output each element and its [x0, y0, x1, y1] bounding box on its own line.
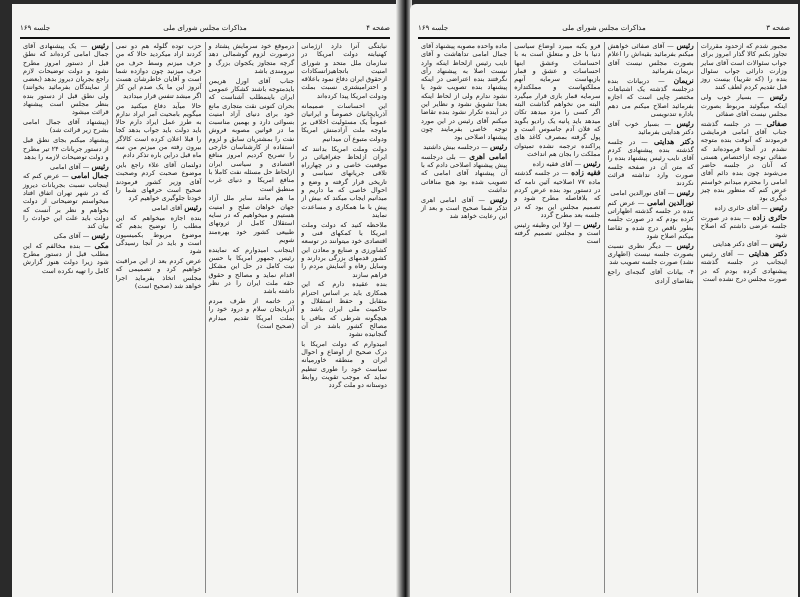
- paragraph-text: در خاتمه از طرف مردم آذربایجان سلام و درود خود را بملت امریکا تقدیم میدارم (صحیح است): [208, 296, 295, 330]
- paragraph-text: اینجانب امیدوارم که نماینده رئیس جمهور امریکا با حسن نیت کامل در حل این مشکل اقدام نماید و مصالح و حقوق حقه ملت ایران را در نظر داشته باشد: [208, 245, 295, 296]
- text-column: [697, 42, 790, 593]
- paragraph-text: ما هم مانند سایر ملل آزاد جهان خواهان صلح و امنیت هستیم و میخواهیم که در سایه استقلال کامل از ثروتهای طبیعی کشور خود بهره‌مند شویم: [208, 194, 295, 244]
- text-column: [418, 42, 510, 593]
- paragraph-text: — آقای نورالدین امامی: [610, 189, 675, 198]
- paragraph-text: — آقای صفائی خواهش میکنم بفرمائید بقیه‌اش را اعلام بصورت مجلس نیست آقای نریمان بفرمائید: [607, 42, 694, 75]
- text-column: [205, 42, 298, 593]
- paragraph-text: — آقای فقیه زاده: [532, 159, 582, 168]
- paragraph-text: — بنده مخالفم که این مطلب قبل از دستور مطرح شود زیرا دولت هنوز گزارش کامل را تهیه نکرده است: [23, 241, 109, 275]
- paragraph: [23, 42, 109, 117]
- paragraph-text: — بنده در صورت جلسه عرضی داشتم که اصلاح شود: [700, 213, 787, 239]
- paragraph: [301, 221, 387, 279]
- paragraph: [116, 204, 202, 212]
- paragraph: [701, 214, 787, 239]
- header-rule: [418, 37, 790, 39]
- paragraph-text: مجبور شدم که ازحدود مقررات تجاوز بکنم کالا گذار امروز برای جواب سئوالات است آقای سایر وزارت دارائی جواب سئوال بنده را (که تقریبا) بیست روز قبل تقدیم کردم لطف کنند: [700, 42, 787, 92]
- speaker-name: امامی اهری: [469, 151, 508, 161]
- paragraph: [608, 77, 694, 118]
- paragraph: [701, 204, 787, 212]
- text-columns: [20, 42, 390, 593]
- speaker-name: رئیس: [769, 239, 787, 249]
- paragraph-text: امیدوارم که دولت امریکا با درک صحیح از اوضاع و احوال ایران و منطقه خاورمیانه سیاست خود را طوری تنظیم نماید که موجب تقویت روابط دوستانه دو ملت گردد: [301, 339, 387, 390]
- paragraph-text: این احساسات صمیمانه آذربایجانیان خصوصاً و ایرانیان عموماً یک مسئولیت اخلاقی بر ماوجه ملت آزادمنش امریکا ودولت متبوع آن میدانیم: [301, 101, 387, 143]
- paragraph-text: بنده عقیده دارم که این همکاری باید بر اساس احترام متقابل و حفظ استقلال و حاکمیت ملی ایران باشد و هیچگونه شرطی که منافی با مصالح کشور باشد در آن گنجانیده نشود: [301, 280, 387, 339]
- paragraph-text: — درجلسه بیش داشتید: [423, 143, 488, 152]
- paragraph: [23, 242, 109, 275]
- paragraph: [209, 297, 295, 330]
- paragraph-text: — بسیار خوب ولی اینکه میگوئید مربوط بصورت مجلس نیست آقای صفائی: [700, 93, 787, 118]
- session-number: جلسه ۱۶۹: [20, 24, 51, 32]
- speaker-name: نورالدین امامی: [646, 197, 694, 207]
- paragraph-text: فرو یکبه میبرد اوضاع سیاسی دنیا با حل و متعلق است به با احساسات وعشق ابنها احساسات و عشق و قمار بازیهاست سرمایه آنهم مملکتهاست و مملکتداره سرمایه قمار بازی قرار میگیرد البته من نخواهم گذاشت البته اگر کسی را مزد میدهد تکان میدهد باید پانیه یک رادیو بگوید که فلان آدم جاسوس است و پول گرفته بمصرف کاغذ های پراکنده ترجمه نشده تمیتوان مملکت را بجان هم انداخت: [514, 42, 601, 158]
- paragraph-text: — عرض کنم بنده در جلسه گذشته اظهاراتی کرده بودم که در صورت جلسه بطور ناقص درج شده و تقاضا میکنم اصلاح شود: [607, 198, 694, 241]
- paragraph-text: — آقای مکی: [53, 232, 90, 241]
- paragraph-text: ۴- بیانات آقای گنجه‌ای راجع بتقاضای آزادی: [607, 268, 694, 285]
- paragraph-text: — دیگر نظری نسبت بصورت جلسه نیست (اظهاری نشد) صورت جلسه تصویب شد: [607, 241, 694, 267]
- speaker-name: جمال امامی: [71, 171, 109, 181]
- paragraph-text: — دربیانات بنده درجلسه گذشته یک اشتباهات مختصر چاپی است که اجازه بفرمائید اصلاح میکنم می دهم باداره تندنویسی: [607, 76, 694, 118]
- running-title: مذاکرات مجلس شورای ملی: [562, 24, 646, 32]
- speaker-name: فقیه زاده: [571, 168, 601, 178]
- paragraph: [701, 42, 787, 92]
- paragraph-text: — آقای دکتر هدایتی: [712, 240, 768, 249]
- paragraph-text: ملاحظه کنید که دولت وملت امریکا با کمکهای فنی و اقتصادی خود میتوانند در توسعه کشاورزی و صنایع و معادن این کشور قدمهای بزرگی بردارند و وسایل رفاه و آسایش مردم را فراهم سازند: [301, 220, 387, 279]
- paragraph: [514, 160, 600, 168]
- paragraph-text: دولتمان آقای علاء راجع باین موضوع صحبت کردم وصحبت آقای وزیر کشور فرمودند صحیح است حرفهای شما را خودتا جلوگیری خواهیم کرد: [115, 161, 202, 203]
- paragraph-text: عرض کردم بعد از این مراقبت خواهیم کرد و تصمیمی که مجلس اتخاذ بفرماید اجرا خواهد شد (صحیح است): [115, 256, 202, 290]
- paragraph: [701, 250, 787, 283]
- speaker-name: رئیس: [489, 194, 508, 204]
- paragraph: [421, 196, 507, 221]
- paragraph-text: — در جلسه گذشته بنده پیشنهادی کردم آقای نایب رئیس پیشنهاد بنده را که متن آن در صفحه جلسه صورت وارد نداشته قرائت نکردند: [607, 137, 694, 188]
- paragraph-text: — آقای امامی اهری تذکر شما صحیح است و بعد از این رعایت خواهد شد: [421, 195, 508, 221]
- paragraph-text: — بلی درجلسه پیش پیشنهاد اصلاحی دادم که با آن پیشنهاد آقای امامی که تصویب شده بود هیچ منافاتی نداشت: [421, 152, 508, 195]
- text-column: [112, 42, 205, 593]
- paragraph: [608, 189, 694, 197]
- speaker-name: رئیس: [91, 231, 109, 241]
- paragraph-text: ماده واحده مصوبه پیشنهاد آقای جمال امامی تداهاشت و آقای نایب رئیس ازلحاظ اینکه وارد نیست اصلا به پیشنهاد رأی نگرفتند بنده اعتراضی در اینکه پیشنهاد بنده تصویب شود یا نشود ندارم ولی از لحاظ اینکه بعدا تشویق نشود و نظایر این در آینده تکرار نشود بنده تقاضا میکنم آقای رئیس در این مورد توجه خاصی بفرمایند چون پیشنهاد اصلاحی بود: [421, 42, 508, 142]
- speaker-name: رئیس: [769, 92, 787, 102]
- paragraph: [608, 242, 694, 267]
- paragraph: [23, 163, 109, 171]
- paragraph: [209, 77, 295, 193]
- paragraph-text: — آقای رئیس اینجانب در جلسه گذشته پیشنهادی کرده بودم که در صورت مجلس درج نشده است: [700, 250, 787, 284]
- paragraph-text: حالا میآید دفاع میکنید من میگویم بامحیت امر ایراد ندارم به طرز عمل ایراد دارم حالا باید دولت باید جواب بدهد کجا را قبلا اعلان کرده است کالاگر بیرون رفته من میزنم من سه ماه قبل دراین باره تذکر دادم: [115, 101, 202, 160]
- paragraph-text: جناب آقای اورل هریمن بایدمتوجه باشند کشکار عمومی ایران باینمطلب آشناست که بحران کنونی نقت متجاری مانع خود برای دنیای آزاد امنیت بسوائی دارد و بهمین مناسبت ما در قوانین مصوبه فروش نفت را بمشتریان سابق و لزوم استفاده از کارشناسان خارجی را تصریح کردیم امروز منافع اقتصادی و سیاسی ایران ازلحاظ حل مسئله نفت کاملا با منافع امریکا و دنیای غرب منطبق است: [208, 76, 295, 193]
- speaker-name: رئیس: [676, 188, 694, 198]
- session-number: جلسه ۱۶۹: [418, 24, 449, 32]
- paragraph: [116, 102, 202, 160]
- page-number: صفحه ۳: [766, 24, 790, 32]
- paragraph: [421, 42, 507, 142]
- speaker-name: حائری زاده: [752, 212, 787, 222]
- paragraph: [116, 257, 202, 290]
- speaker-name: رئیس: [184, 203, 202, 213]
- speaker-name: صفائی: [766, 118, 787, 128]
- paragraph-text: (پیشنهاد آقای جمال امامی بشرح زیر قرائت شد): [23, 118, 109, 135]
- paragraph: [421, 153, 507, 194]
- paragraph: [301, 340, 387, 390]
- paragraph: [514, 42, 600, 158]
- paragraph: [608, 138, 694, 188]
- paragraph: [209, 246, 295, 296]
- paragraph-text: — در جلسه گذشته جناب آقای امامی فرمایشی فرمودند که آنوقت بنده متوجه نشدم در آنجا فرموده‌اند که صفائی توجه ازاختصاص هستی که آنان در جلسه حاضر می‌شوند چون بنده دائم آقای امامی را محترم میدانم خواستم عرض کنم که منظور بنده چیز دیگری بود: [700, 119, 787, 203]
- paragraph-text: پیشنهاد میکنم بجای نطق قبل از دستور جریانات ۲۴ تیر مطرح و دولت توضیحات لازمه را بدهد: [23, 136, 109, 161]
- speaker-name: مکی: [94, 240, 109, 250]
- paragraph: [608, 120, 694, 137]
- paragraph: [209, 42, 295, 75]
- page-right: [410, 4, 798, 597]
- text-column: [297, 42, 390, 593]
- paragraph: [23, 136, 109, 161]
- paragraph-text: دولت وملت امریکا بدانند که ایران ازلحاظ جغرافیائی در موقعیت خاصی و در چهارراه تلاقی جریانهای سیاسی و تاریخی قرار گرفته و وضع و احوال خاصی که ما داریم و میدانیم ایجاب میکند که بیش از پیش با ما همکاری و مساعدت نمایند: [301, 144, 387, 219]
- paragraph: [23, 172, 109, 230]
- speaker-name: رئیس: [583, 158, 601, 168]
- paragraph-text: — آقای حائری زاده: [714, 204, 768, 213]
- running-header: [20, 24, 390, 36]
- paragraph: [301, 280, 387, 338]
- paragraph-text: — بسیار خوب آقای دکتر هدایتی بفرمائید: [607, 119, 694, 136]
- paragraph: [608, 42, 694, 75]
- paragraph: [701, 240, 787, 248]
- paragraph: [421, 143, 507, 151]
- paragraph-text: — آقای امامی: [50, 162, 90, 171]
- paragraph-text: حزب توده گلوله هم دو نمی کردند اراد میکردید حالا که من حرف میزنم وسط حرف من حرف میزنید چون دوازده شما است و آقایان خاطرشان هست آنروز این ما یک صدم این کار اگر میشد تنفس قرار میدادید: [115, 42, 202, 100]
- text-column: [604, 42, 697, 593]
- paragraph: [301, 102, 387, 143]
- text-column: [20, 42, 112, 593]
- paragraph: [608, 268, 694, 285]
- paragraph: [116, 161, 202, 202]
- text-columns: [418, 42, 790, 593]
- speaker-name: رئیس: [676, 42, 694, 50]
- paragraph: [608, 199, 694, 240]
- paragraph: [23, 118, 109, 135]
- running-header: [418, 24, 790, 36]
- text-column: [510, 42, 603, 593]
- speaker-name: رئیس: [91, 161, 109, 171]
- speaker-name: رئیس: [676, 240, 694, 250]
- paragraph: [701, 120, 787, 203]
- speaker-name: نریمان: [673, 75, 694, 85]
- header-rule: [20, 37, 390, 39]
- paragraph: [209, 194, 295, 244]
- paragraph: [301, 145, 387, 220]
- paragraph-text: — اولا این وظیفه رئیس است و مجلس تصمیم گرفته است: [514, 220, 601, 246]
- speaker-name: رئیس: [769, 203, 787, 213]
- speaker-name: دکتر هدایتی: [748, 249, 787, 259]
- page-number: صفحه ۴: [366, 24, 390, 32]
- speaker-name: دکتر هدایتی: [653, 136, 694, 146]
- speaker-name: رئیس: [583, 219, 601, 229]
- speaker-name: رئیس: [91, 42, 109, 50]
- paragraph: [514, 221, 600, 246]
- paragraph-text: — عرض کنم که اینجانب نسبت بجریانات دیروز که در شهر تهران اتفاق افتاد میخواستم توضیحاتی از دولت بخواهم و نظر بر آنست که دولت باید علت این حوادث را بیان کند: [23, 172, 109, 231]
- paragraph: [701, 93, 787, 118]
- paragraph: [116, 42, 202, 100]
- paragraph: [116, 214, 202, 255]
- paragraph-text: — در جلسه گذشته ماده ۷۷ اصلاحیه آئین نامه که در دستور بود بنده عرض کردم که بلافاصله مطرح شود و تصمیم مجلس این بود که در جلسه بعد مطرح گردد: [514, 169, 601, 219]
- paragraph: [23, 232, 109, 240]
- paragraph-text: درموقع خود سرمایش پشتاد و درصورت لزوم گوشمالی دهد گرچه متجاوز یکجوان بزرگ و نیرومندی باشد: [208, 42, 295, 75]
- paragraph-text: نیابتگی آنرا دارد ازژمانی کهنیابته دولت امریکا در سازمان ملل متحد و شورای امنیت باتجاهیزاتسکادات ازحقوق ایران دفاع نمود باعلاقه و احترامیشتری نسبت بملت ودولت امریکا پیدا کرده‌اند: [301, 42, 387, 100]
- speaker-name: رئیس: [676, 118, 694, 128]
- speaker-name: رئیس: [489, 142, 508, 152]
- paragraph: [514, 169, 600, 219]
- running-title: مذاکرات مجلس شورای ملی: [163, 24, 247, 32]
- paragraph: [301, 42, 387, 100]
- paragraph-text: — یک پیشنهادی آقای جمال امامی کرده‌اند که نطق قبل از دستور امروز مطرح نشود و دولت توضیحات لازم راجع بجریان دیروز بدهد (بعضی از نمایندگان بفرمائید بخوانند) ولی نطق قبل از دستور بنده بنظر مجلس است پیشنهاد قرائت میشود: [23, 42, 109, 117]
- paragraph-text: بنده اجازه میخواهم که این مطلب را توضیح بدهم که موضوع مربوط بکمیسیون است و باید در آنجا رسیدگی شود: [115, 213, 202, 256]
- page-left: [12, 4, 398, 597]
- paragraph-text: آقای امامی: [151, 204, 183, 213]
